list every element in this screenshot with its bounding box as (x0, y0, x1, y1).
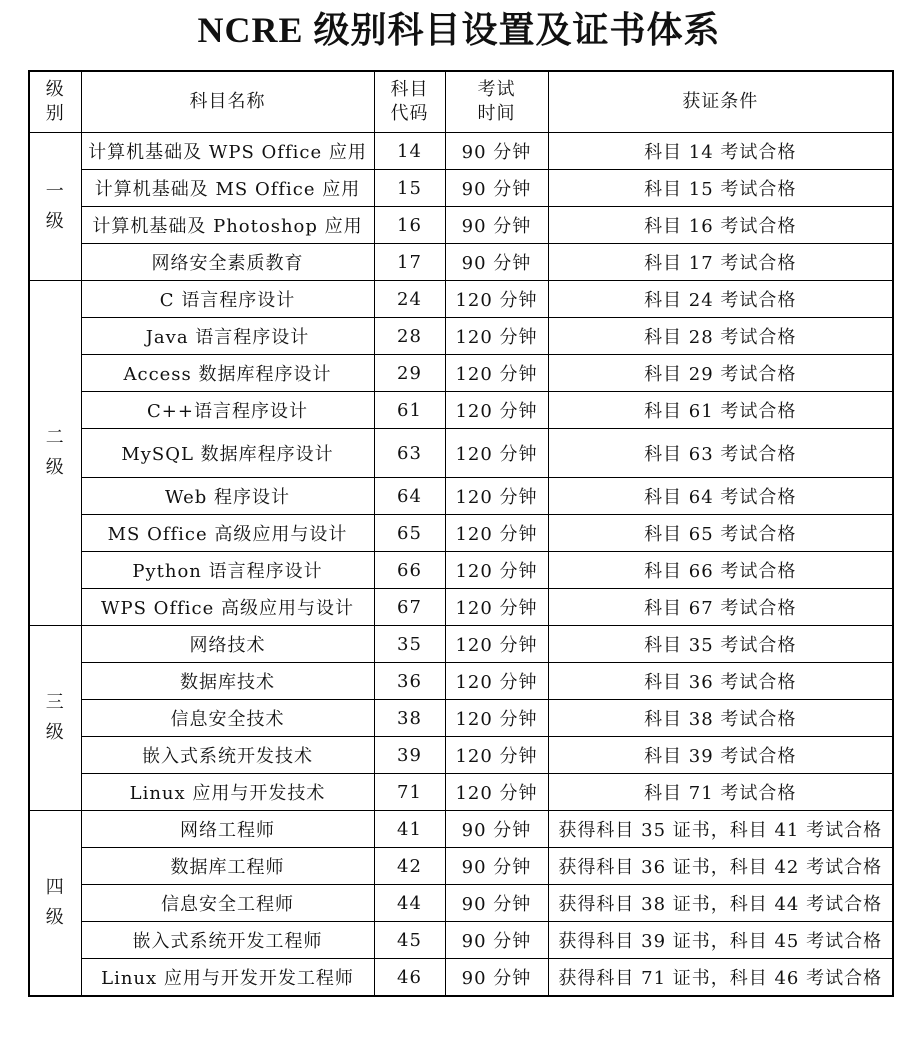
header-level-line-2: 别 (45, 103, 65, 124)
subject-cell: MS Office 高级应用与设计 (81, 515, 374, 552)
code-cell: 36 (374, 663, 445, 700)
subject-cell: Linux 应用与开发开发工程师 (81, 959, 374, 997)
condition-cell: 科目 64 考试合格 (548, 478, 893, 515)
table-row (29, 885, 893, 922)
table-row (29, 848, 893, 885)
level-label-line-2: 级 (45, 210, 65, 232)
condition-cell: 科目 28 考试合格 (548, 318, 893, 355)
time-cell: 90 分钟 (445, 811, 548, 848)
table-row (29, 626, 893, 663)
condition-cell: 获得科目 38 证书，科目 44 考试合格 (548, 885, 893, 922)
subject-cell: 计算机基础及 Photoshop 应用 (81, 207, 374, 244)
subject-cell: Access 数据库程序设计 (81, 355, 374, 392)
subject-cell: 嵌入式系统开发技术 (81, 737, 374, 774)
header-code-line-2: 代码 (390, 103, 429, 124)
subject-cell: 数据库技术 (81, 663, 374, 700)
code-cell: 35 (374, 626, 445, 663)
table-row (29, 207, 893, 244)
code-cell: 41 (374, 811, 445, 848)
header-code (374, 71, 445, 133)
header-subject: 科目名称 (81, 71, 374, 133)
time-cell: 90 分钟 (445, 885, 548, 922)
time-cell: 120 分钟 (445, 774, 548, 811)
subject-cell: Python 语言程序设计 (81, 552, 374, 589)
table-row (29, 429, 893, 478)
time-cell: 120 分钟 (445, 663, 548, 700)
table-row (29, 355, 893, 392)
subject-cell: 嵌入式系统开发工程师 (81, 922, 374, 959)
table-header (29, 71, 893, 133)
time-cell: 120 分钟 (445, 429, 548, 478)
condition-cell: 科目 14 考试合格 (548, 133, 893, 170)
time-cell: 120 分钟 (445, 700, 548, 737)
condition-cell: 科目 63 考试合格 (548, 429, 893, 478)
subject-cell: 数据库工程师 (81, 848, 374, 885)
code-cell: 46 (374, 959, 445, 997)
page-title: NCRE 级别科目设置及证书体系 (197, 10, 721, 50)
code-cell: 29 (374, 355, 445, 392)
code-cell: 65 (374, 515, 445, 552)
time-cell: 120 分钟 (445, 318, 548, 355)
subject-cell: 计算机基础及 WPS Office 应用 (81, 133, 374, 170)
code-cell: 64 (374, 478, 445, 515)
subject-cell: WPS Office 高级应用与设计 (81, 589, 374, 626)
table-row (29, 663, 893, 700)
table-row (29, 170, 893, 207)
ncre-subject-table (28, 70, 894, 997)
level-cell-3 (29, 626, 81, 811)
subject-cell: C 语言程序设计 (81, 281, 374, 318)
level-label-line-2: 级 (45, 457, 65, 478)
subject-cell: Java 语言程序设计 (81, 318, 374, 355)
time-cell: 120 分钟 (445, 281, 548, 318)
time-cell: 90 分钟 (445, 959, 548, 997)
level-label-line-1: 一 (45, 180, 65, 202)
code-cell: 71 (374, 774, 445, 811)
condition-cell: 科目 36 考试合格 (548, 663, 893, 700)
table-row (29, 922, 893, 959)
time-cell: 120 分钟 (445, 552, 548, 589)
time-cell: 90 分钟 (445, 848, 548, 885)
subject-cell: 信息安全技术 (81, 700, 374, 737)
subject-cell: C++语言程序设计 (81, 392, 374, 429)
header-level-line-1: 级 (45, 79, 65, 100)
condition-cell: 科目 66 考试合格 (548, 552, 893, 589)
level-label-line-2: 级 (45, 907, 65, 928)
code-cell: 45 (374, 922, 445, 959)
header-row (29, 71, 893, 133)
time-cell: 90 分钟 (445, 170, 548, 207)
header-time (445, 71, 548, 133)
condition-cell: 获得科目 36 证书，科目 42 考试合格 (548, 848, 893, 885)
code-cell: 15 (374, 170, 445, 207)
code-cell: 66 (374, 552, 445, 589)
condition-cell: 科目 16 考试合格 (548, 207, 893, 244)
condition-cell: 科目 15 考试合格 (548, 170, 893, 207)
header-time-line-1: 考试 (477, 79, 516, 100)
subject-cell: Web 程序设计 (81, 478, 374, 515)
table-row (29, 244, 893, 281)
condition-cell: 科目 17 考试合格 (548, 244, 893, 281)
code-cell: 42 (374, 848, 445, 885)
condition-cell: 科目 29 考试合格 (548, 355, 893, 392)
subject-cell: 网络安全素质教育 (81, 244, 374, 281)
level-label-line-1: 二 (45, 427, 65, 448)
code-cell: 39 (374, 737, 445, 774)
header-condition: 获证条件 (548, 71, 893, 133)
subject-cell: 网络技术 (81, 626, 374, 663)
header-time-line-2: 时间 (477, 103, 516, 124)
table-row (29, 700, 893, 737)
code-cell: 14 (374, 133, 445, 170)
code-cell: 63 (374, 429, 445, 478)
code-cell: 44 (374, 885, 445, 922)
code-cell: 16 (374, 207, 445, 244)
code-cell: 28 (374, 318, 445, 355)
header-code-line-1: 科目 (390, 79, 429, 100)
code-cell: 17 (374, 244, 445, 281)
code-cell: 24 (374, 281, 445, 318)
condition-cell: 获得科目 35 证书，科目 41 考试合格 (548, 811, 893, 848)
table-row (29, 478, 893, 515)
subject-cell: Linux 应用与开发技术 (81, 774, 374, 811)
table-row (29, 281, 893, 318)
table-row (29, 133, 893, 170)
table-row (29, 515, 893, 552)
condition-cell: 科目 38 考试合格 (548, 700, 893, 737)
condition-cell: 科目 35 考试合格 (548, 626, 893, 663)
time-cell: 120 分钟 (445, 355, 548, 392)
header-level (29, 71, 81, 133)
time-cell: 120 分钟 (445, 478, 548, 515)
level-label-line-1: 四 (45, 877, 65, 898)
table-body (29, 133, 893, 997)
table-row (29, 811, 893, 848)
time-cell: 120 分钟 (445, 626, 548, 663)
table-row (29, 318, 893, 355)
time-cell: 90 分钟 (445, 207, 548, 244)
time-cell: 90 分钟 (445, 922, 548, 959)
table-row (29, 589, 893, 626)
level-cell-1 (29, 133, 81, 281)
time-cell: 90 分钟 (445, 133, 548, 170)
table-row (29, 774, 893, 811)
subject-cell: 网络工程师 (81, 811, 374, 848)
subject-cell: 计算机基础及 MS Office 应用 (81, 170, 374, 207)
level-cell-2 (29, 281, 81, 626)
code-cell: 61 (374, 392, 445, 429)
subject-cell: MySQL 数据库程序设计 (81, 429, 374, 478)
code-cell: 38 (374, 700, 445, 737)
condition-cell: 获得科目 39 证书，科目 45 考试合格 (548, 922, 893, 959)
condition-cell: 科目 61 考试合格 (548, 392, 893, 429)
table-row (29, 959, 893, 997)
condition-cell: 科目 71 考试合格 (548, 774, 893, 811)
time-cell: 120 分钟 (445, 589, 548, 626)
condition-cell: 科目 67 考试合格 (548, 589, 893, 626)
level-label-line-2: 级 (45, 722, 65, 743)
level-label-line-1: 三 (45, 692, 65, 713)
code-cell: 67 (374, 589, 445, 626)
condition-cell: 科目 65 考试合格 (548, 515, 893, 552)
condition-cell: 科目 39 考试合格 (548, 737, 893, 774)
level-cell-4 (29, 811, 81, 997)
time-cell: 90 分钟 (445, 244, 548, 281)
table-row (29, 552, 893, 589)
subject-cell: 信息安全工程师 (81, 885, 374, 922)
table-row (29, 737, 893, 774)
table-row (29, 392, 893, 429)
condition-cell: 科目 24 考试合格 (548, 281, 893, 318)
condition-cell: 获得科目 71 证书，科目 46 考试合格 (548, 959, 893, 997)
time-cell: 120 分钟 (445, 392, 548, 429)
time-cell: 120 分钟 (445, 737, 548, 774)
time-cell: 120 分钟 (445, 515, 548, 552)
